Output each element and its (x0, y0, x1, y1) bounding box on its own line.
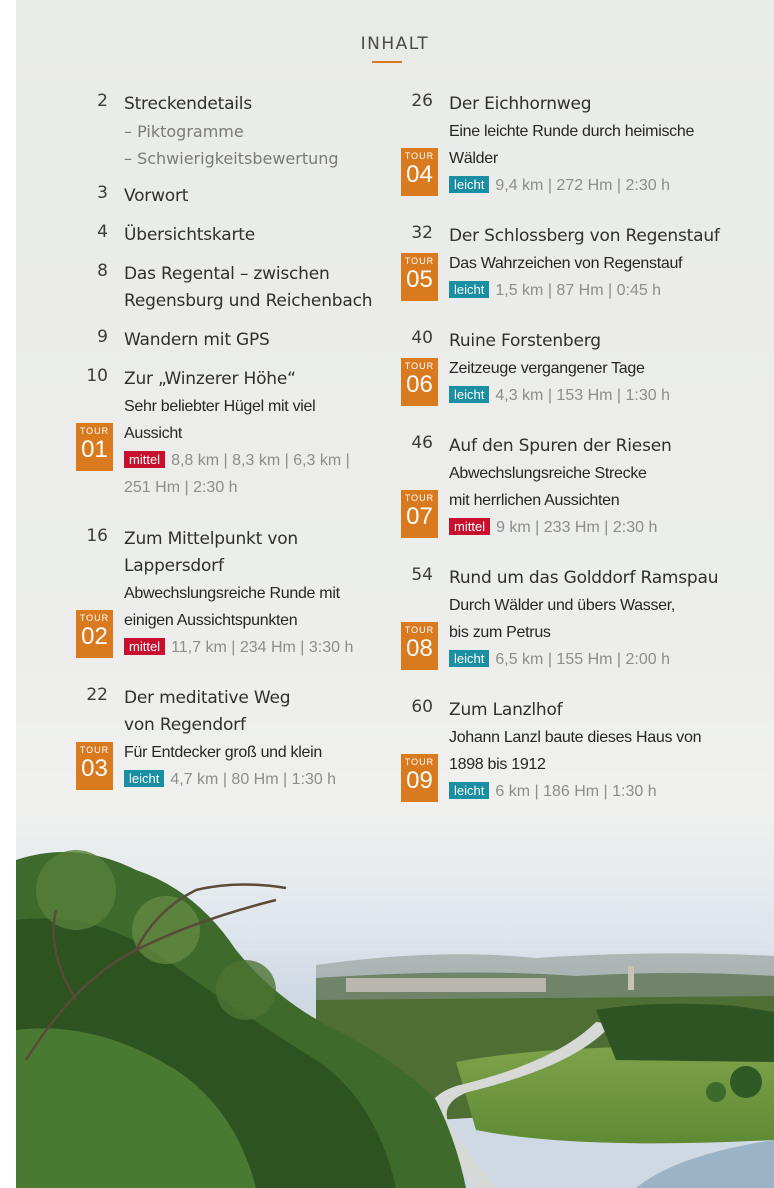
page-number: 3 (97, 183, 108, 203)
toc-entry[interactable] (97, 261, 373, 315)
tour-stats: 9 km | 233 Hm | 2:30 h (496, 519, 658, 536)
tour-stats: 9,4 km | 272 Hm | 2:30 h (495, 177, 670, 194)
tour-number: 02 (81, 623, 108, 650)
difficulty-badge: leicht (449, 782, 489, 799)
entry-subtitle: 1898 bis 1912 (449, 756, 546, 773)
difficulty-badge: leicht (449, 281, 489, 298)
toc-entry[interactable] (97, 183, 189, 210)
page-number: 32 (411, 223, 433, 243)
tour-number-badge (401, 253, 438, 301)
difficulty-badge: mittel (124, 451, 165, 468)
tour-label: TOUR (404, 625, 435, 635)
tour-stats: 8,8 km | 8,3 km | 6,3 km | (171, 452, 350, 469)
page-number: 2 (97, 91, 108, 111)
page-number: 40 (411, 328, 433, 348)
difficulty-badge: leicht (124, 770, 164, 787)
toc-page (16, 0, 774, 1188)
difficulty-badge: mittel (124, 638, 165, 655)
entry-subtitle: Abwechslungsreiche Strecke (449, 465, 647, 482)
tour-stats: 4,3 km | 153 Hm | 1:30 h (495, 387, 670, 404)
entry-subtitle: Johann Lanzl baute dieses Haus von (449, 729, 702, 746)
entry-title: Der Eichhornweg (449, 94, 592, 114)
tour-number: 04 (406, 161, 433, 188)
tour-label: TOUR (404, 493, 435, 503)
entry-subtitle: bis zum Petrus (449, 624, 551, 641)
entry-title: Rund um das Golddorf Ramspau (449, 568, 719, 588)
tour-details (449, 514, 672, 541)
entry-subtitle: Eine leichte Runde durch heimische (449, 123, 695, 140)
landscape-photo (16, 800, 774, 1188)
page-number: 9 (97, 327, 108, 347)
tour-details (124, 766, 336, 793)
tour-number-badge (401, 622, 438, 670)
tour-number-badge (76, 742, 113, 790)
tour-number: 03 (81, 755, 108, 782)
tour-label: TOUR (79, 745, 110, 755)
entry-title: Wandern mit GPS (124, 330, 270, 350)
entry-subtitle: Sehr beliebter Hügel mit viel (124, 398, 316, 415)
tour-label: TOUR (404, 361, 435, 371)
tour-number: 06 (406, 371, 433, 398)
difficulty-badge: leicht (449, 386, 489, 403)
tour-label: TOUR (404, 256, 435, 266)
tour-details (449, 778, 701, 805)
entry-title: Zum Mittelpunkt von (124, 529, 298, 549)
entry-title: Auf den Spuren der Riesen (449, 436, 672, 456)
toc-entry[interactable] (97, 222, 255, 249)
entry-subtitle: mit herrlichen Aussichten (449, 492, 620, 509)
page-title: INHALT (360, 34, 430, 54)
page-number: 26 (411, 91, 433, 111)
entry-title-line2: Lappersdorf (124, 556, 224, 576)
tour-details (124, 634, 353, 661)
entry-title: Das Regental – zwischen (124, 264, 330, 284)
tour-label: TOUR (79, 426, 110, 436)
entry-title: Zum Lanzlhof (449, 700, 563, 720)
tour-number: 05 (406, 266, 433, 293)
entry-title: Der meditative Weg (124, 688, 291, 708)
entry-subtitle: Abwechslungsreiche Runde mit (124, 585, 340, 602)
entry-title: Übersichtskarte (124, 225, 255, 245)
entry-title: Zur „Winzerer Höhe“ (124, 369, 296, 389)
entry-subtitle: Das Wahrzeichen von Regenstauf (449, 255, 683, 272)
tour-details (449, 172, 694, 199)
tour-label: TOUR (79, 613, 110, 623)
difficulty-badge: mittel (449, 518, 490, 535)
page-number: 22 (86, 685, 108, 705)
page-number: 8 (97, 261, 108, 281)
tour-details (449, 646, 718, 673)
tour-stats: 1,5 km | 87 Hm | 0:45 h (495, 282, 662, 299)
tour-stats: 6 km | 186 Hm | 1:30 h (495, 783, 657, 800)
difficulty-badge: leicht (449, 650, 489, 667)
page-number: 46 (411, 433, 433, 453)
entry-subtitle: Zeitzeuge vergangener Tage (449, 360, 645, 377)
entry-title: Streckendetails (124, 94, 252, 114)
tour-number-badge (76, 610, 113, 658)
entry-subitem: – Piktogramme (124, 122, 244, 141)
entry-subtitle: Durch Wälder und übers Wasser, (449, 597, 676, 614)
page-number: 4 (97, 222, 108, 242)
tour-number-badge (401, 358, 438, 406)
entry-subitem: – Schwierigkeitsbewertung (124, 149, 339, 168)
tour-label: TOUR (404, 757, 435, 767)
entry-subtitle: Wälder (449, 150, 498, 167)
entry-subtitle: einigen Aussichtspunkten (124, 612, 298, 629)
entry-title-line2: von Regendorf (124, 715, 246, 735)
tour-number-badge (401, 148, 438, 196)
tour-stats: 4,7 km | 80 Hm | 1:30 h (170, 771, 337, 788)
difficulty-badge: leicht (449, 176, 489, 193)
toc-entry[interactable] (97, 91, 339, 172)
entry-subtitle: Für Entdecker groß und klein (124, 744, 322, 761)
tour-number-badge (401, 490, 438, 538)
tour-number-badge (401, 754, 438, 802)
page-number: 16 (86, 526, 108, 546)
tour-details (124, 447, 350, 474)
entry-title: Vorwort (124, 186, 189, 206)
tour-number-badge (76, 423, 113, 471)
tour-number: 01 (81, 436, 108, 463)
tour-label: TOUR (404, 151, 435, 161)
tour-details (449, 277, 720, 304)
page-number: 10 (86, 366, 108, 386)
tour-number: 07 (406, 503, 433, 530)
entry-title: Der Schlossberg von Regenstauf (449, 226, 720, 246)
entry-title-line2: Regensburg und Reichenbach (124, 291, 373, 311)
tour-number: 08 (406, 635, 433, 662)
title-underline (372, 61, 402, 63)
page-number: 60 (411, 697, 433, 717)
toc-entry[interactable] (97, 327, 270, 354)
tour-stats: 11,7 km | 234 Hm | 3:30 h (171, 639, 354, 656)
tour-stats-line2: 251 Hm | 2:30 h (124, 479, 238, 496)
entry-subtitle: Aussicht (124, 425, 183, 442)
tour-number: 09 (406, 767, 433, 794)
entry-title: Ruine Forstenberg (449, 331, 601, 351)
tour-details (449, 382, 670, 409)
page-number: 54 (411, 565, 433, 585)
tour-stats: 6,5 km | 155 Hm | 2:00 h (495, 651, 670, 668)
